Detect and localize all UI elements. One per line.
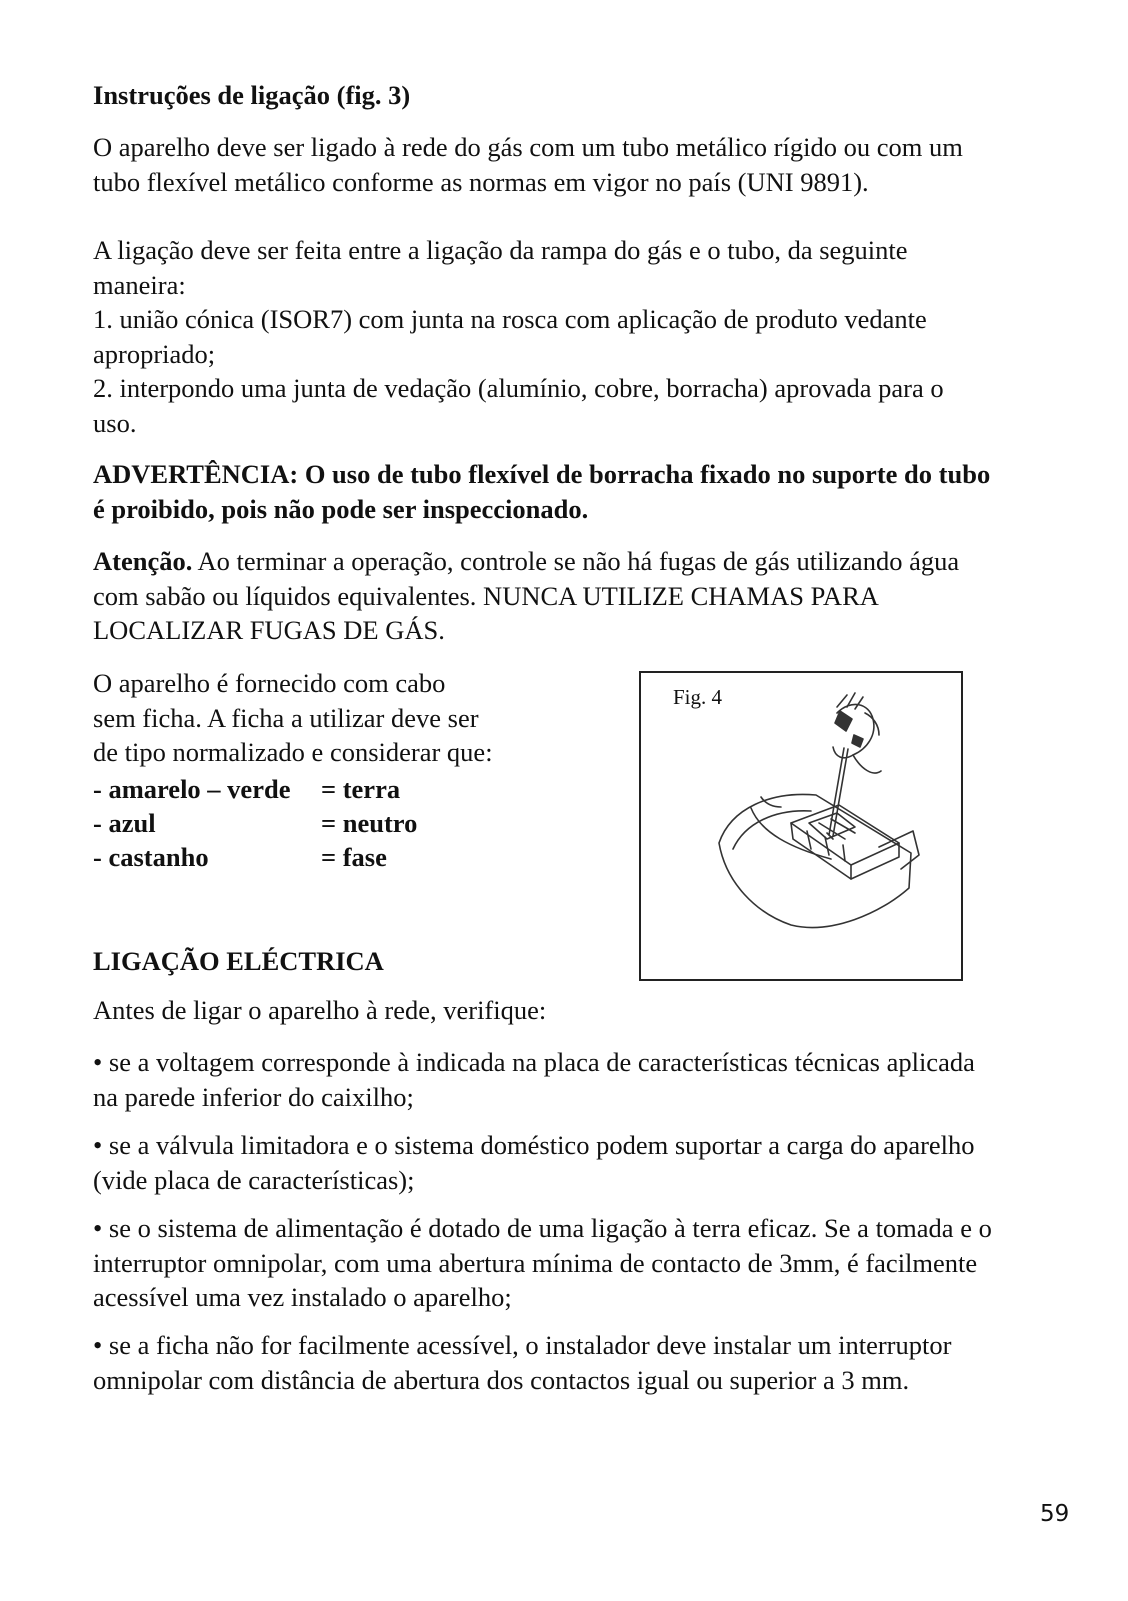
paragraph-gas-connection: O aparelho deve ser ligado à rede do gás com um tubo metálico rígido ou com um tubo flexível metálico conforme as normas em vigor no país (UNI 9891). <box>93 132 963 197</box>
figure-label: Fig. 4 <box>673 685 723 709</box>
wire-meaning: = terra <box>321 774 401 804</box>
wire-color: - castanho <box>93 842 209 872</box>
electrical-intro: Antes de ligar o aparelho à rede, verifique: <box>93 995 547 1025</box>
wire-row-neutral <box>93 806 417 840</box>
attention-label: Atenção. <box>93 546 193 576</box>
list-item-conical-union: 1. união cónica (ISOR7) com junta na rosca com aplicação de produto vedante apropriado; <box>93 304 927 369</box>
bullet-limiting-valve: • se a válvula limitadora e o sistema doméstico podem suportar a carga do aparelho (vide placa de características); <box>93 1130 975 1195</box>
wire-meaning: = neutro <box>321 808 418 838</box>
screwdriver-terminal-illustration <box>641 673 961 979</box>
cable-line: sem ficha. A ficha a utilizar deve ser <box>93 702 479 733</box>
list-item-seal-gasket: 2. interpondo uma junta de vedação (alumínio, cobre, borracha) aprovada para o uso. <box>93 373 944 438</box>
cable-line: O aparelho é fornecido com cabo <box>93 668 446 698</box>
section-heading: Instruções de ligação (fig. 3) <box>93 80 411 110</box>
cable-line: de tipo normalizado e considerar que: <box>93 737 493 767</box>
attention-text: Ao terminar a operação, controle se não há fugas de gás utilizando água com sabão ou líquidos equivalentes. NUNCA UTILIZE CHAMAS PARA LOCALIZAR FUGAS DE GÁS. <box>93 546 960 645</box>
figure-4 <box>639 671 963 981</box>
wire-meaning: = fase <box>321 842 387 872</box>
page-number: 59 <box>1040 1501 1070 1527</box>
paragraph-connection-method: A ligação deve ser feita entre a ligação da rampa do gás e o tubo, da seguinte maneira: <box>93 235 908 300</box>
cable-paragraph <box>93 666 613 770</box>
wire-row-phase <box>93 840 387 874</box>
wire-row-earth <box>93 772 400 806</box>
attention-paragraph <box>93 544 993 648</box>
electrical-heading: LIGAÇÃO ELÉCTRICA <box>93 946 384 976</box>
warning-text: ADVERTÊNCIA: O uso de tubo flexível de borracha fixado no suporte do tubo é proibido, pois não pode ser inspeccionado. <box>93 459 991 524</box>
bullet-voltage: • se a voltagem corresponde à indicada na placa de características técnicas aplicada na parede inferior do caixilho; <box>93 1047 975 1112</box>
wire-color: - amarelo – verde <box>93 774 291 804</box>
wire-color: - azul <box>93 808 156 838</box>
bullet-plug-access: • se a ficha não for facilmente acessível, o instalador deve instalar um interruptor omnipolar com distância de abertura dos contactos igual ou superior a 3 mm. <box>93 1330 952 1395</box>
bullet-earthing: • se o sistema de alimentação é dotado de uma ligação à terra eficaz. Se a tomada e o interruptor omnipolar, com uma abertura mínima de contacto de 3mm, é facilmente acessível uma vez instalado o aparelho; <box>93 1213 992 1312</box>
